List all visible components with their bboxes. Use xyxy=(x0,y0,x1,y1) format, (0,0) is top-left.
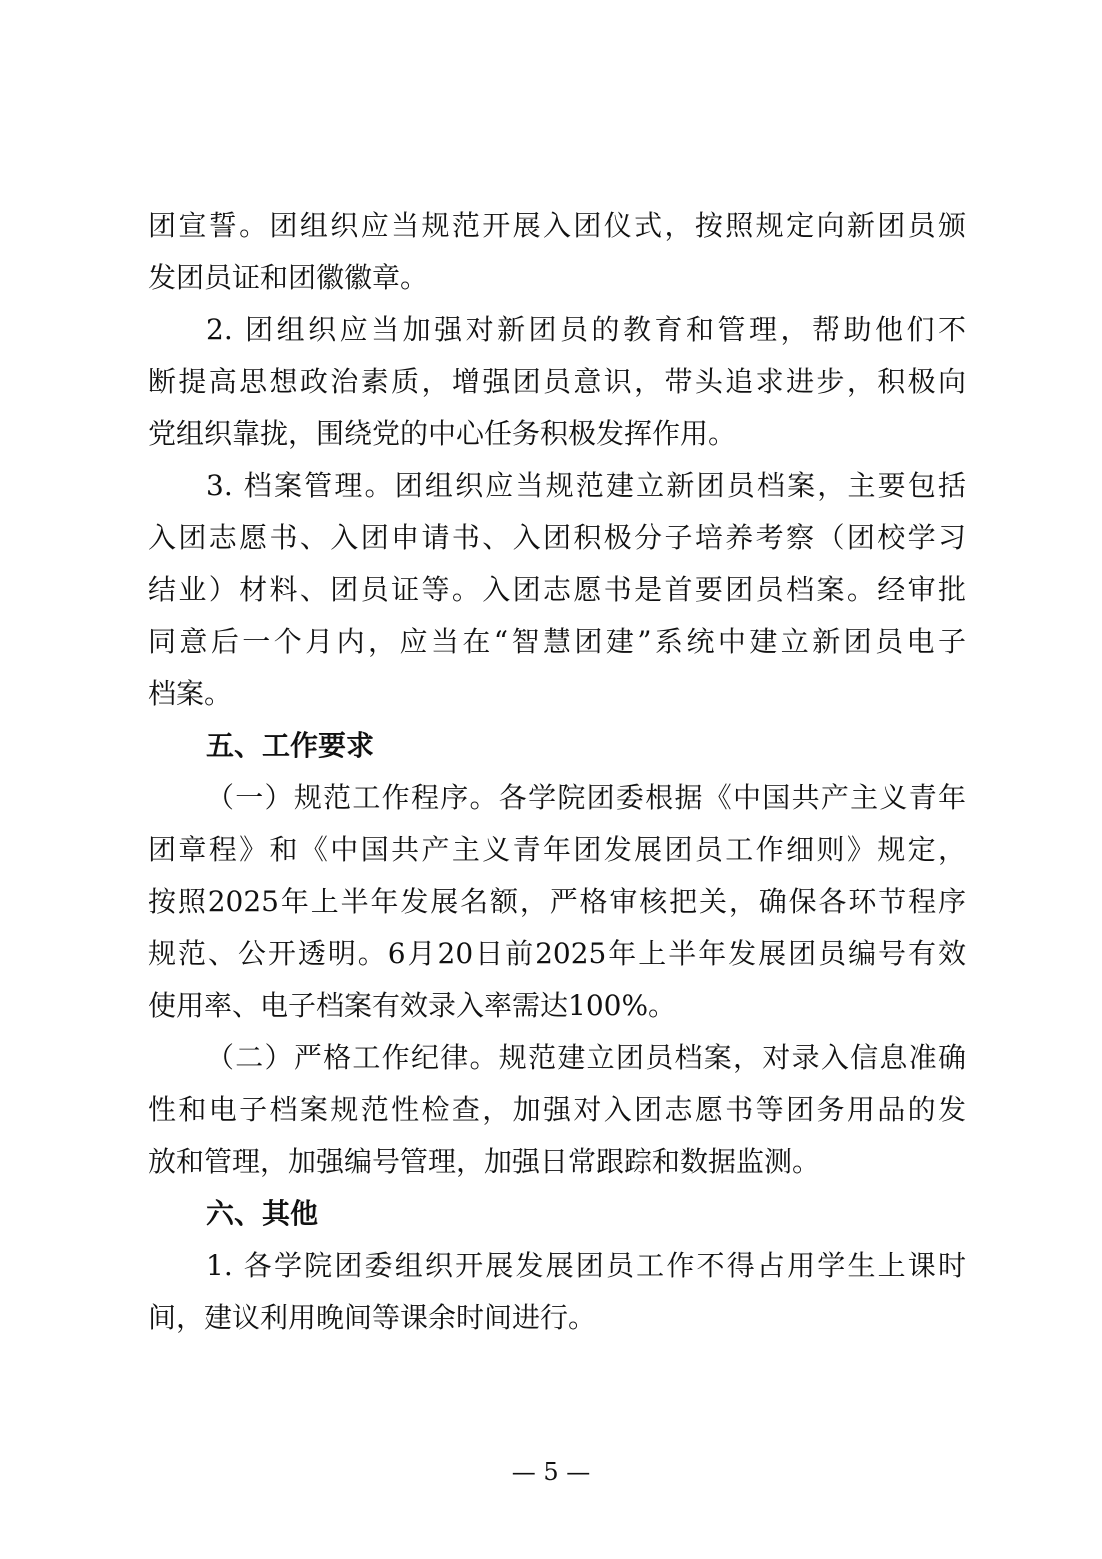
body-line: 同意后一个月内，应当在“智慧团建”系统中建立新团员电子 xyxy=(148,625,966,658)
body-line: 入团志愿书、入团申请书、入团积极分子培养考察（团校学习 xyxy=(148,521,966,554)
body-line: 按照2025年上半年发展名额，严格审核把关，确保各环节程序 xyxy=(148,885,966,918)
body-line: 团章程》和《中国共产主义青年团发展团员工作细则》规定， xyxy=(148,833,966,866)
body-line: 党组织靠拢，围绕党的中心任务积极发挥作用。 xyxy=(148,417,737,450)
body-line: 放和管理，加强编号管理，加强日常跟踪和数据监测。 xyxy=(148,1145,821,1178)
body-line: 性和电子档案规范性检查，加强对入团志愿书等团务用品的发 xyxy=(148,1093,966,1126)
section-heading: 五、工作要求 xyxy=(206,729,375,762)
body-line: 使用率、电子档案有效录入率需达100%。 xyxy=(148,989,677,1022)
body-line: 3. 档案管理。团组织应当规范建立新团员档案，主要包括 xyxy=(206,469,966,502)
body-line: 档案。 xyxy=(148,677,233,710)
body-line: （一）规范工作程序。各学院团委根据《中国共产主义青年 xyxy=(206,781,966,814)
body-line: 发团员证和团徽徽章。 xyxy=(148,261,429,294)
page-number: — 5 — xyxy=(511,1458,591,1486)
body-line: （二）严格工作纪律。规范建立团员档案，对录入信息准确 xyxy=(206,1041,966,1074)
body-line: 间，建议利用晚间等课余时间进行。 xyxy=(148,1301,597,1334)
section-heading: 六、其他 xyxy=(206,1197,319,1230)
body-line: 结业）材料、团员证等。入团志愿书是首要团员档案。经审批 xyxy=(148,573,966,606)
body-line: 规范、公开透明。6月20日前2025年上半年发展团员编号有效 xyxy=(148,937,966,970)
body-line: 团宣誓。团组织应当规范开展入团仪式，按照规定向新团员颁 xyxy=(148,209,966,242)
body-line: 断提高思想政治素质，增强团员意识，带头追求进步，积极向 xyxy=(148,365,966,398)
body-line: 2. 团组织应当加强对新团员的教育和管理，帮助他们不 xyxy=(206,313,966,346)
body-line: 1. 各学院团委组织开展发展团员工作不得占用学生上课时 xyxy=(206,1249,966,1282)
